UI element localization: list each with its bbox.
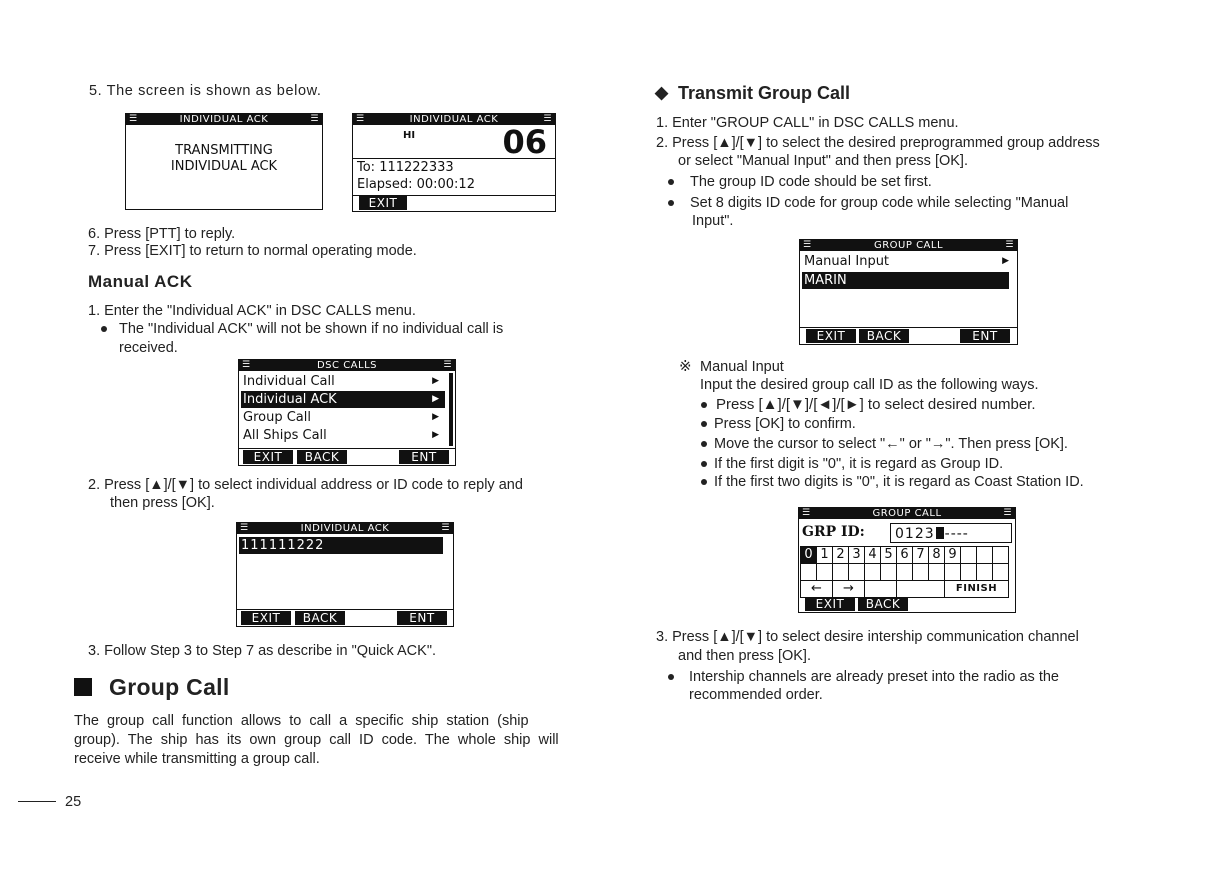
tgc-step-2a: 2. Press [▲]/[▼] to select the desired preprogrammed group address bbox=[656, 135, 1100, 151]
paragraph-line: group). The ship has its own group call ID code. The whole ship will bbox=[74, 732, 559, 748]
lcd-title: DSC CALLS bbox=[316, 360, 378, 371]
digit-grid bbox=[800, 546, 1009, 598]
bullet-icon bbox=[701, 479, 707, 485]
menu-icon: ☰ bbox=[129, 114, 138, 124]
note-item-3: Move the cursor to select "←" or "→". Then press [OK]. bbox=[714, 436, 1068, 452]
digit-key: 1 bbox=[817, 547, 833, 564]
menu-item: Individual Call ▶ bbox=[243, 374, 439, 389]
exit-softkey: EXIT bbox=[241, 611, 291, 625]
exit-softkey: EXIT bbox=[806, 329, 856, 343]
tgc-step-3a: 3. Press [▲]/[▼] to select desire intership communication channel bbox=[656, 629, 1079, 645]
manual-ack-step-2a: 2. Press [▲]/[▼] to select individual address or ID code to reply and bbox=[88, 477, 523, 493]
exit-softkey: EXIT bbox=[243, 450, 293, 464]
lcd-title: INDIVIDUAL ACK bbox=[300, 523, 390, 534]
lcd-individual-ack-list bbox=[236, 522, 454, 627]
lcd-group-call-screen bbox=[799, 239, 1018, 345]
step-5: 5. The screen is shown as below. bbox=[89, 83, 322, 99]
lcd-title-bar bbox=[237, 523, 453, 534]
group-call-paragraph bbox=[74, 712, 576, 769]
manual-ack-note-1: The "Individual ACK" will not be shown if no individual call is bbox=[119, 321, 504, 337]
paragraph-line: receive while transmitting a group call. bbox=[74, 751, 320, 767]
manual-ack-step-2b: then press [OK]. bbox=[110, 495, 215, 511]
empty-key bbox=[865, 581, 897, 598]
tgc-bullet-2a: Set 8 digits ID code for group code while selecting "Manual bbox=[690, 195, 1069, 211]
square-bullet-icon bbox=[74, 678, 92, 696]
lcd-individual-ack-screen bbox=[352, 113, 556, 212]
ent-softkey: ENT bbox=[397, 611, 447, 625]
arrow-right-icon: ▶ bbox=[432, 430, 439, 440]
empty-key bbox=[993, 547, 1009, 564]
lcd-title-bar bbox=[800, 240, 1017, 251]
empty-key bbox=[897, 564, 913, 581]
lcd-to-line: To: 111222333 bbox=[357, 160, 454, 175]
note-text: Input the desired group call ID as the following ways. bbox=[700, 377, 1039, 393]
bullet-icon bbox=[701, 402, 707, 408]
step-6: 6. Press [PTT] to reply. bbox=[88, 226, 236, 242]
arrow-right-icon: ▶ bbox=[432, 412, 439, 422]
lcd-title: GROUP CALL bbox=[873, 240, 944, 251]
menu-icon: ☰ bbox=[443, 360, 452, 370]
lcd-title-bar bbox=[799, 508, 1015, 519]
grp-id-value: 0123 bbox=[895, 526, 935, 542]
tgc-step-2b: or select "Manual Input" and then press [OK]. bbox=[678, 153, 968, 169]
empty-key bbox=[865, 564, 881, 581]
lcd-title: INDIVIDUAL ACK bbox=[409, 114, 499, 125]
manual-ack-heading: Manual ACK bbox=[88, 272, 193, 291]
empty-key bbox=[977, 564, 993, 581]
lcd-title: INDIVIDUAL ACK bbox=[179, 114, 269, 125]
digit-key: 3 bbox=[849, 547, 865, 564]
group-call-heading: Group Call bbox=[109, 674, 230, 700]
manual-ack-note-2: received. bbox=[119, 340, 178, 356]
menu-icon: ☰ bbox=[356, 114, 365, 124]
scrollbar bbox=[449, 373, 453, 446]
empty-key bbox=[849, 564, 865, 581]
note-item-2: Press [OK] to confirm. bbox=[714, 416, 856, 432]
menu-item: Group Call ▶ bbox=[243, 410, 439, 425]
digit-key: 5 bbox=[881, 547, 897, 564]
empty-key bbox=[833, 564, 849, 581]
empty-key bbox=[801, 564, 817, 581]
back-softkey: BACK bbox=[858, 597, 908, 611]
menu-icon: ☰ bbox=[240, 523, 249, 533]
menu-icon: ☰ bbox=[310, 114, 319, 124]
menu-icon: ☰ bbox=[1005, 240, 1014, 250]
digit-key: 4 bbox=[865, 547, 881, 564]
digit-key: 7 bbox=[913, 547, 929, 564]
lcd-title-bar bbox=[239, 360, 455, 371]
bullet-icon bbox=[668, 179, 674, 185]
page-number: 25 bbox=[65, 794, 82, 810]
manual-ack-step-3: 3. Follow Step 3 to Step 7 as describe in "Quick ACK". bbox=[88, 643, 436, 659]
lcd-line: TRANSMITTING bbox=[175, 143, 273, 158]
bullet-icon bbox=[101, 326, 107, 332]
cursor-block bbox=[936, 527, 944, 539]
tgc-bullet-3b: recommended order. bbox=[689, 687, 823, 703]
grp-id-label: GRP ID: bbox=[802, 524, 865, 540]
lcd-line: INDIVIDUAL ACK bbox=[170, 159, 278, 174]
channel-number: 06 bbox=[502, 123, 547, 161]
ent-softkey: ENT bbox=[399, 450, 449, 464]
menu-icon: ☰ bbox=[803, 240, 812, 250]
right-arrow-key: → bbox=[833, 581, 865, 598]
menu-icon: ☰ bbox=[242, 360, 251, 370]
menu-item-selected: Individual ACK ▶ bbox=[241, 391, 445, 408]
finish-key: FINISH bbox=[945, 581, 1009, 598]
empty-key bbox=[945, 564, 961, 581]
step-7: 7. Press [EXIT] to return to normal operating mode. bbox=[88, 243, 417, 259]
digit-key: 8 bbox=[929, 547, 945, 564]
tgc-step-1: 1. Enter "GROUP CALL" in DSC CALLS menu. bbox=[656, 115, 959, 131]
manual-ack-step-1: 1. Enter the "Individual ACK" in DSC CALLS menu. bbox=[88, 303, 416, 319]
lcd-dsc-calls-screen bbox=[238, 359, 456, 466]
lcd-elapsed-line: Elapsed: 00:00:12 bbox=[357, 177, 475, 192]
digit-key-selected: 0 bbox=[801, 547, 817, 564]
empty-key bbox=[897, 581, 945, 598]
transmit-group-call-heading: Transmit Group Call bbox=[678, 83, 851, 103]
note-item-4: If the first digit is "0", it is regard as Group ID. bbox=[714, 456, 1004, 472]
digit-key: 2 bbox=[833, 547, 849, 564]
back-softkey: BACK bbox=[859, 329, 909, 343]
digit-key: 6 bbox=[897, 547, 913, 564]
arrow-right-icon: ▶ bbox=[432, 376, 439, 386]
note-item-1: Press [▲]/[▼]/[◄]/[►] to select desired number. bbox=[716, 396, 1036, 413]
id-entry-selected: 111111222 bbox=[239, 537, 443, 554]
note-item-5: If the first two digits is "0", it is regard as Coast Station ID. bbox=[714, 474, 1084, 490]
menu-icon: ☰ bbox=[1003, 508, 1012, 518]
back-softkey: BACK bbox=[295, 611, 345, 625]
exit-softkey: EXIT bbox=[359, 196, 407, 210]
lcd-title: GROUP CALL bbox=[872, 508, 942, 519]
exit-softkey: EXIT bbox=[805, 597, 855, 611]
menu-icon: ☰ bbox=[441, 523, 450, 533]
empty-key bbox=[913, 564, 929, 581]
empty-key bbox=[817, 564, 833, 581]
empty-key bbox=[993, 564, 1009, 581]
note-title: Manual Input bbox=[700, 359, 784, 375]
arrow-right-icon: ▶ bbox=[1002, 256, 1009, 266]
menu-icon: ☰ bbox=[543, 114, 552, 124]
digit-key: 9 bbox=[945, 547, 961, 564]
empty-key bbox=[961, 564, 977, 581]
empty-key bbox=[881, 564, 897, 581]
menu-item: Manual Input ▶ bbox=[804, 254, 1009, 269]
menu-icon: ☰ bbox=[802, 508, 811, 518]
menu-item: All Ships Call ▶ bbox=[243, 428, 439, 443]
tgc-bullet-3a: Intership channels are already preset into the radio as the bbox=[689, 669, 1059, 685]
grp-id-field bbox=[890, 523, 1012, 543]
tgc-bullet-1: The group ID code should be set first. bbox=[690, 174, 932, 190]
arrow-right-icon: ▶ bbox=[432, 394, 439, 404]
page-number-rule bbox=[18, 801, 56, 802]
paragraph-line: The group call function allows to call a specific ship station (ship bbox=[74, 713, 529, 729]
lcd-group-id-entry bbox=[798, 507, 1016, 613]
menu-item-selected: MARIN bbox=[802, 272, 1009, 289]
bullet-icon bbox=[668, 200, 674, 206]
left-arrow-key: ← bbox=[801, 581, 833, 598]
note-mark-icon: ※ bbox=[679, 358, 692, 375]
back-softkey: BACK bbox=[297, 450, 347, 464]
lcd-transmitting-screen bbox=[125, 113, 323, 210]
tgc-bullet-2b: Input". bbox=[692, 213, 734, 229]
power-indicator: HI bbox=[403, 130, 416, 141]
lcd-title-bar bbox=[126, 114, 322, 125]
bullet-icon bbox=[701, 441, 707, 447]
bullet-icon bbox=[701, 421, 707, 427]
tgc-step-3b: and then press [OK]. bbox=[678, 648, 811, 664]
diamond-icon: ◆ bbox=[655, 83, 669, 102]
ent-softkey: ENT bbox=[960, 329, 1010, 343]
bullet-icon bbox=[668, 674, 674, 680]
empty-key bbox=[929, 564, 945, 581]
bullet-icon bbox=[701, 461, 707, 467]
grp-id-dashes: ---- bbox=[944, 526, 969, 542]
empty-key bbox=[961, 547, 977, 564]
empty-key bbox=[977, 547, 993, 564]
